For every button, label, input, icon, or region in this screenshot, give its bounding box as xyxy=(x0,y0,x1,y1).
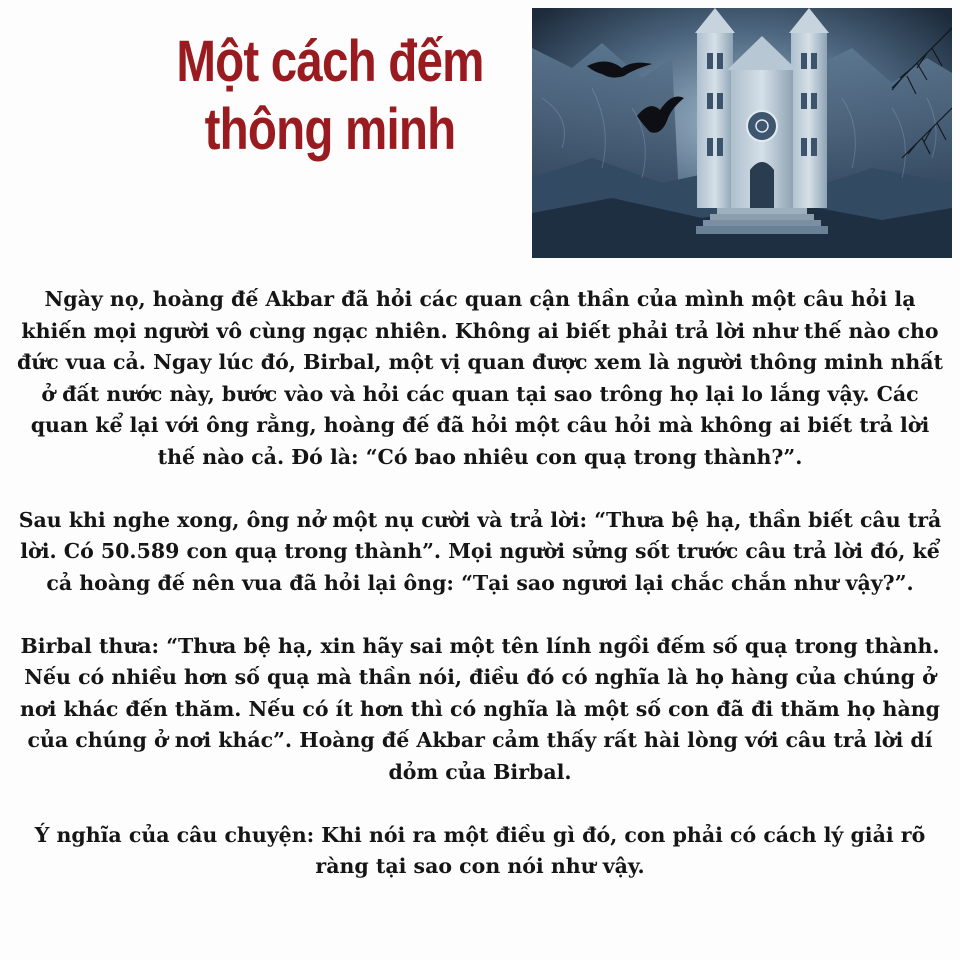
story-moral: Ý nghĩa của câu chuyện: Khi nói ra một điều gì đó, con phải có cách lý giải rõ ràng tại sao con nói như vậy. xyxy=(34,822,926,878)
story-text xyxy=(14,284,946,883)
story-paragraph-2: Sau khi nghe xong, ông nở một nụ cười và trả lời: “Thưa bệ hạ, thần biết câu trả lời. Có 50.589 con quạ trong thành”. Mọi người sửng sốt trước câu trả lời đó, kể cả hoàng đế nên vua đã hỏi lại ông: “Tại sao ngươi lại chắc chắn như vậy?”. xyxy=(18,507,942,595)
title-line-1: Một cách đếm xyxy=(176,29,484,94)
page-title xyxy=(150,28,511,164)
story-paragraph-3: Birbal thưa: “Thưa bệ hạ, xin hãy sai một tên lính ngồi đếm số quạ trong thành. Nếu có nhiều hơn số quạ mà thần nói, điều đó có nghĩa là họ hàng của chúng ở nơi khác đến thăm. Nếu có ít hơn thì có nghĩa là một số con đã đi thăm họ hàng của chúng ở nơi khác”. Hoàng đế Akbar cảm thấy rất hài lòng với câu trả lời dí dỏm của Birbal. xyxy=(20,633,940,784)
story-paragraph-1: Ngày nọ, hoàng đế Akbar đã hỏi các quan cận thần của mình một câu hỏi lạ khiến mọi người vô cùng ngạc nhiên. Không ai biết phải trả lời như thế nào cho đức vua cả. Ngay lúc đó, Birbal, một vị quan được xem là người thông minh nhất ở đất nước này, bước vào và hỏi các quan tại sao trông họ lại lo lắng vậy. Các quan kể lại với ông rằng, hoàng đế đã hỏi một câu hỏi mà không ai biết trả lời thế nào cả. Đó là: “Có bao nhiêu con quạ trong thành?”. xyxy=(16,287,944,469)
castle-illustration xyxy=(532,8,952,258)
title-line-2: thông minh xyxy=(204,97,456,162)
